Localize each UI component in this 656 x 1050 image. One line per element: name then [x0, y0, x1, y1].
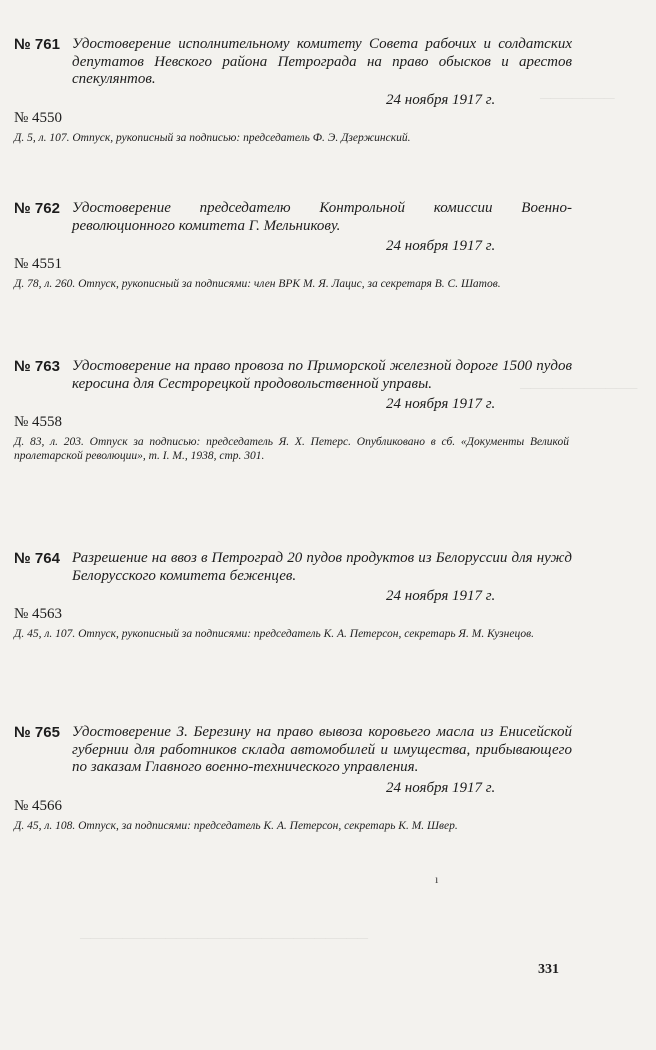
- entry-title: Удостоверение З. Березину на право вывоза коровьего масла из Енисейской губернии для работников склада автомобилей и имущества, прибывающего по заказам Главного военно-технического управления.: [72, 724, 572, 775]
- bleed-through: ———————————: [520, 380, 638, 394]
- document-entry: [14, 200, 614, 291]
- entry-number: № 764: [14, 550, 60, 567]
- document-entry: [14, 724, 614, 833]
- document-entry: [14, 36, 614, 145]
- entry-source: Д. 78, л. 260. Отпуск, рукописный за подписями: член ВРК М. Я. Лацис, за секретаря В. С. Шатов.: [14, 278, 501, 290]
- entry-doc-number: № 4563: [14, 606, 63, 622]
- entry-title: Удостоверение на право провоза по Приморской железной дороге 1500 пудов керосина для Сестрорецкой продовольственной управы.: [72, 358, 572, 392]
- page-number: 331: [538, 962, 559, 977]
- entry-date: 24 ноября 1917 г.: [386, 588, 496, 604]
- entry-doc-number: № 4551: [14, 256, 63, 272]
- entry-source: Д. 45, л. 108. Отпуск, за подписями: председатель К. А. Петерсон, секретарь К. М. Швер.: [14, 819, 458, 832]
- entry-date: 24 ноября 1917 г.: [386, 91, 496, 108]
- entry-number: № 761: [14, 36, 60, 53]
- document-entry: [14, 358, 614, 463]
- entry-number: № 765: [14, 724, 60, 741]
- entry-number: № 763: [14, 358, 60, 375]
- entry-date: 24 ноября 1917 г.: [386, 779, 496, 796]
- stray-mark: ı: [435, 872, 439, 886]
- entry-number: № 762: [14, 200, 60, 217]
- document-entry: [14, 550, 614, 641]
- entry-date: 24 ноября 1917 г.: [386, 238, 496, 254]
- entry-doc-number: № 4550: [14, 109, 63, 126]
- bleed-through: ———————————————————————————: [80, 930, 369, 944]
- entry-doc-number: № 4566: [14, 797, 63, 814]
- entry-title: Удостоверение исполнительному комитету Совета рабочих и солдатских депутатов Невского района Петрограда на право обысков и арестов спекулянтов.: [72, 36, 572, 87]
- entry-source: Д. 45, л. 107. Отпуск, рукописный за подписями: председатель К. А. Петерсон, секретарь Я. М. Кузнецов.: [14, 628, 534, 640]
- entry-date: 24 ноября 1917 г.: [386, 396, 496, 412]
- entry-title: Разрешение на ввоз в Петроград 20 пудов продуктов из Белоруссии для нужд Белорусского комитета беженцев.: [72, 550, 572, 584]
- entry-source: Д. 83, л. 203. Отпуск за подписью: председатель Я. Х. Петерс. Опубликовано в сб. «Документы Великой пролетарской революции», т. I. М., 1938, стр. 301.: [14, 436, 569, 462]
- bleed-through: ———————: [540, 90, 615, 104]
- entry-doc-number: № 4558: [14, 414, 63, 430]
- entry-source: Д. 5, л. 107. Отпуск, рукописный за подписью: председатель Ф. Э. Дзержинский.: [14, 131, 411, 144]
- entry-title: Удостоверение председателю Контрольной комиссии Военно-революционного комитета Г. Мельникову.: [72, 200, 572, 234]
